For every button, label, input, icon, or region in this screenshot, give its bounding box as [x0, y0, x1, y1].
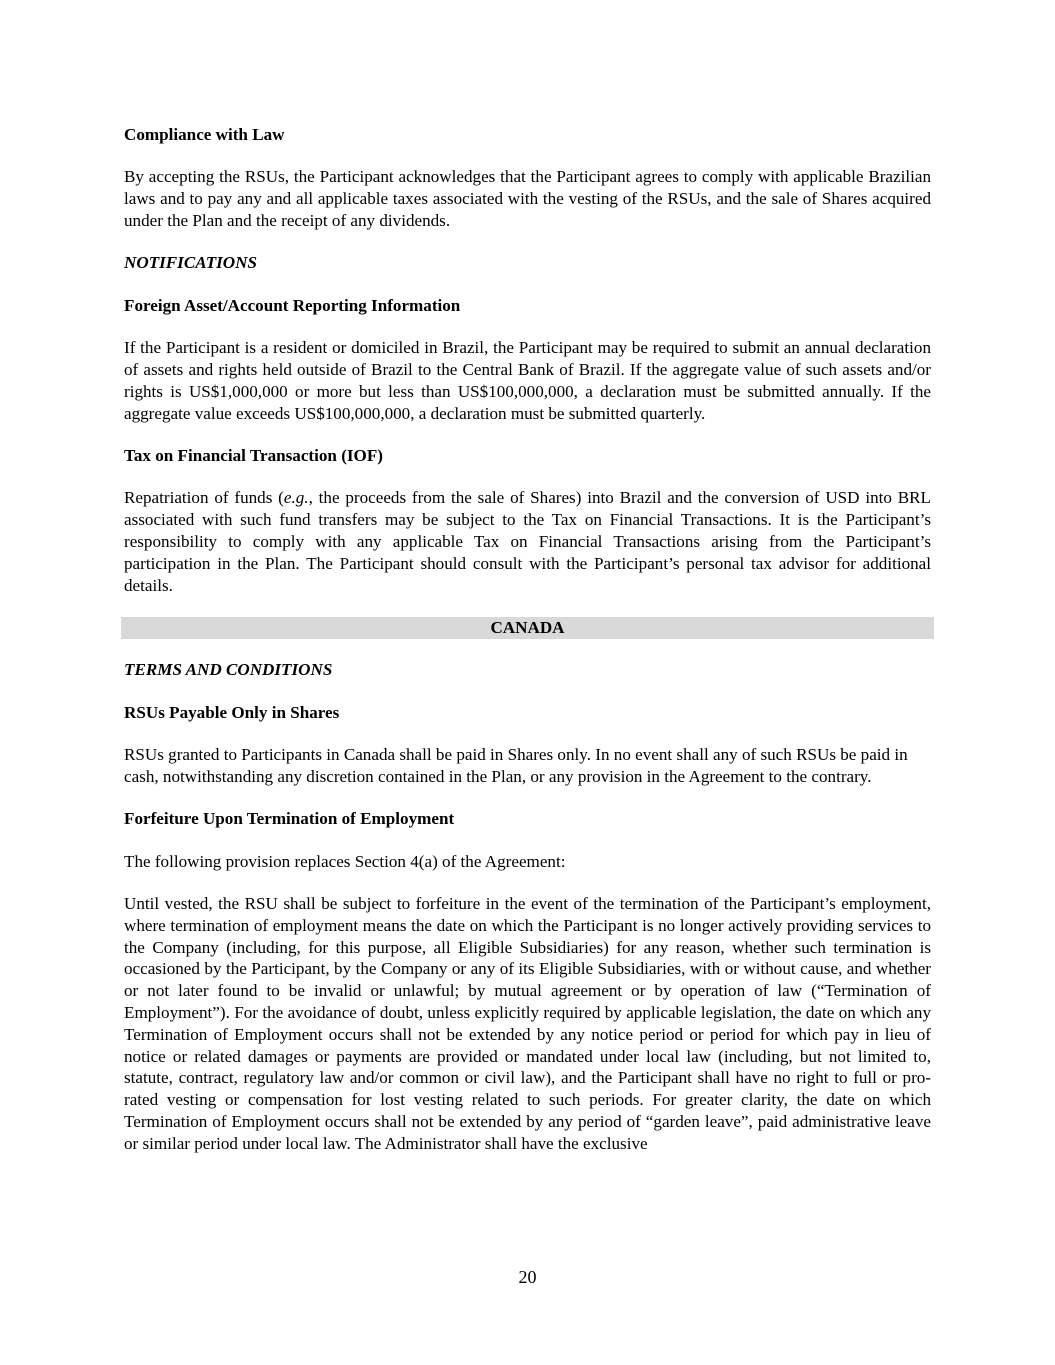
iof-text-italic: e.g. — [283, 488, 309, 508]
page-number: 20 — [518, 1267, 537, 1287]
terms-and-conditions-label: TERMS AND CONDITIONS — [124, 660, 333, 680]
rsu-payable-paragraph: RSUs granted to Participants in Canada shall be paid in Shares only. In no event shall any of such RSUs be paid in cash, notwithstanding any discretion contained in the Plan, or any provision in the Agreement to the contrary. — [124, 745, 908, 786]
iof-heading: Tax on Financial Transaction (IOF) — [124, 445, 383, 465]
rsu-payable-heading: RSUs Payable Only in Shares — [124, 702, 340, 722]
forfeiture-intro: The following provision replaces Section 4(a) of the Agreement: — [124, 851, 566, 871]
compliance-heading: Compliance with Law — [124, 125, 285, 144]
country-header-canada: CANADA — [121, 617, 934, 639]
forfeiture-heading: Forfeiture Upon Termination of Employment — [124, 809, 455, 829]
compliance-paragraph: By accepting the RSUs, the Participant acknowledges that the Participant agrees to comply with applicable Brazilian laws and to pay any and all applicable taxes associated with the vesting of the RSUs, and the sale of Shares acquired under the Plan and the receipt of any dividends. — [124, 167, 931, 230]
iof-text-after: , the proceeds from the sale of Shares) into Brazil and the conversion of USD into BRL associated with such fund transfers may be subject to the Tax on Financial Transactions. It is the Participant’s responsibility to comply with any applicable Tax on Financial Transactions arising from the Participant’s participation in the Plan. The Participant should consult with the Participant’s personal tax advisor for additional details. — [124, 488, 931, 595]
document-page — [124, 124, 931, 1175]
foreign-asset-heading: Foreign Asset/Account Reporting Information — [124, 295, 461, 315]
iof-paragraph — [124, 487, 931, 596]
forfeiture-paragraph: Until vested, the RSU shall be subject to forfeiture in the event of the termination of the Participant’s employment, where termination of employment means the date on which the Participant is no longer actively providing services to the Company (including, for this purpose, all Eligible Subsidiaries) for any reason, whether such termination is occasioned by the Participant, by the Company or any of its Eligible Subsidiaries, with or without cause, and whether or not later found to be invalid or unlawful; by mutual agreement or by operation of law (“Termination of Employment”). For the avoidance of doubt, unless explicitly required by applicable legislation, the date on which any Termination of Employment occurs shall not be extended by any notice period or period for which pay in lieu of notice or related damages or payments are provided or mandated under local law (including, but not limited to, statute, contract, regulatory law and/or common or civil law), and the Participant shall have no right to full or pro-rated vesting or compensation for lost vesting related to such periods. For greater clarity, the date on which Termination of Employment occurs shall not be extended by any period of “garden leave”, paid administrative leave or similar period under local law. The Administrator shall have the exclusive — [124, 894, 931, 1153]
notifications-label: NOTIFICATIONS — [124, 253, 257, 273]
foreign-asset-paragraph: If the Participant is a resident or domiciled in Brazil, the Participant may be required to submit an annual declaration of assets and rights held outside of Brazil to the Central Bank of Brazil. If the aggregate value of such assets and/or rights is US$1,000,000 or more but less than US$100,000,000, a declaration must be submitted annually. If the aggregate value exceeds US$100,000,000, a declaration must be submitted quarterly. — [124, 338, 931, 423]
iof-text-before: Repatriation of funds ( — [124, 488, 284, 508]
